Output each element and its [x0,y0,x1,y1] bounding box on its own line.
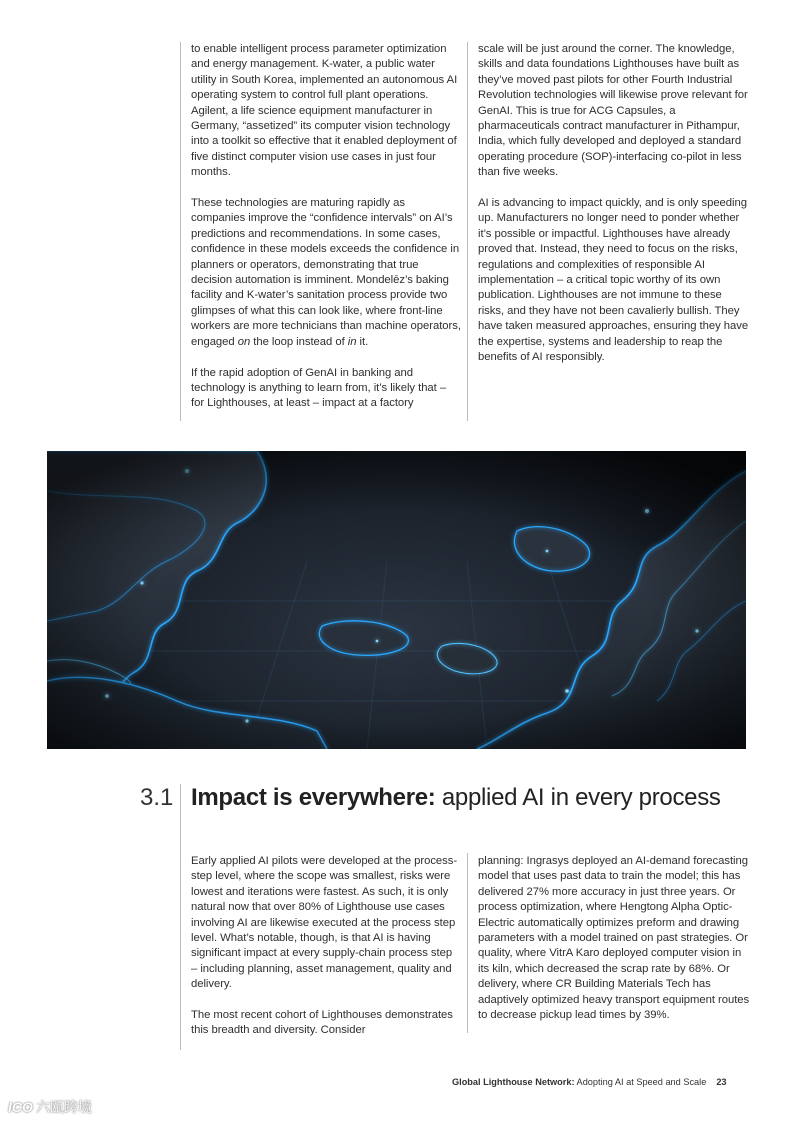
section-column-left [191,854,461,1039]
paragraph: AI is advancing to impact quickly, and is only speeding up. Manufacturers no longer need to ponder whether it’s possible or impactful. Lighthouses have already proved that. Instead, they need to focus on the risks, regulations and complexities of responsible AI implementation – a critical topic worthy of its own publication. Lighthouses are not immune to these risks, and they have not been cavalierly bullish. They have taken measured approaches, ensuring they have the expertise, systems and leadership to reap the benefits of AI responsibly. [478,197,749,364]
paragraph: planning: Ingrasys deployed an AI-demand forecasting model that uses past data to train the model; this has delivered 27% more accuracy in just three years. Or process optimization, where Hengtong Alpha Optic-Electric automatically optimizes preform and drawing parameters with a model trained on past strategies. Or quality, where VitrA Karo deployed computer vision in its kiln, which decreased the scrap rate by 68%. Or delivery, where CR Building Materials Tech has adaptively optimized heavy transport equipment routes to decrease pickup lead times by 39%. [478,855,750,1022]
paragraph: scale will be just around the corner. The knowledge, skills and data foundations Lighthouses have built as they’ve moved past pilots for other Fourth Industrial Revolution technologies will likewise prove relevant for GenAI. This is true for ACG Capsules, a pharmaceuticals contract manufacturer in Pithampur, India, which fully developed and deployed a standard operating procedure (SOP)-interfacing co-pilot in less than five weeks. [478,43,748,179]
paragraph: to enable intelligent process parameter optimization and energy management. K-water, a public water utility in South Korea, implemented an autonomous AI operating system to control full plant operations. Agilent, a life science equipment manufacturer in Germany, “assetized” its computer vision technology into a toolkit so effective that it enabled deployment of five distinct computer vision use cases in just four months. [191,43,458,179]
column-divider-section [467,853,468,1033]
paragraph: The most recent cohort of Lighthouses demonstrates this breadth and diversity. Consider [191,1009,453,1037]
footer-subtitle: Adopting AI at Speed and Scale [574,1077,707,1087]
paragraph: Early applied AI pilots were developed at the process-step level, where the scope was smallest, risks were lowest and iterations were fastest. As such, it is only natural now that over 80% of Lighthouse use cases involving AI are likewise executed at the process step level. What’s notable, though, is that AI is having significant impact at every supply-chain process step – including planning, asset management, quality and delivery. [191,855,458,991]
watermark [8,1097,92,1117]
page-number: 23 [716,1077,727,1087]
section-column-right [478,854,750,1023]
watermark-text: 六瓯跨境 [35,1099,92,1115]
section-divider [180,784,181,1050]
section-number: 3.1 [140,784,174,811]
circuit-map-icon [47,451,746,749]
section-title: Impact is everywhere: applied AI in every process [191,784,721,811]
top-column-left [191,42,461,412]
paragraph: These technologies are maturing rapidly as companies improve the “confidence intervals” on AI’s predictions and recommendations. In some cases, confidence in these models exceeds the confidence in planners or operators, demonstrating that true decision automation is imminent. Mondelēz’s baking facility and K-water’s sanitation process provide two glimpses of what this can look like, where front-line workers are more technicians than machine operators, engaged on the loop instead of in it. [191,197,461,348]
circuit-map-image [47,451,746,749]
footer-publication: Global Lighthouse Network: [452,1077,575,1087]
column-divider-right [467,42,468,421]
paragraph: If the rapid adoption of GenAI in banking and technology is anything to learn from, it’s likely that – for Lighthouses, at least – impact at a factory [191,366,447,410]
top-column-right [478,42,750,366]
page-footer [452,1077,727,1087]
column-divider-left [180,42,181,421]
watermark-logo-icon: ICO [8,1099,33,1115]
